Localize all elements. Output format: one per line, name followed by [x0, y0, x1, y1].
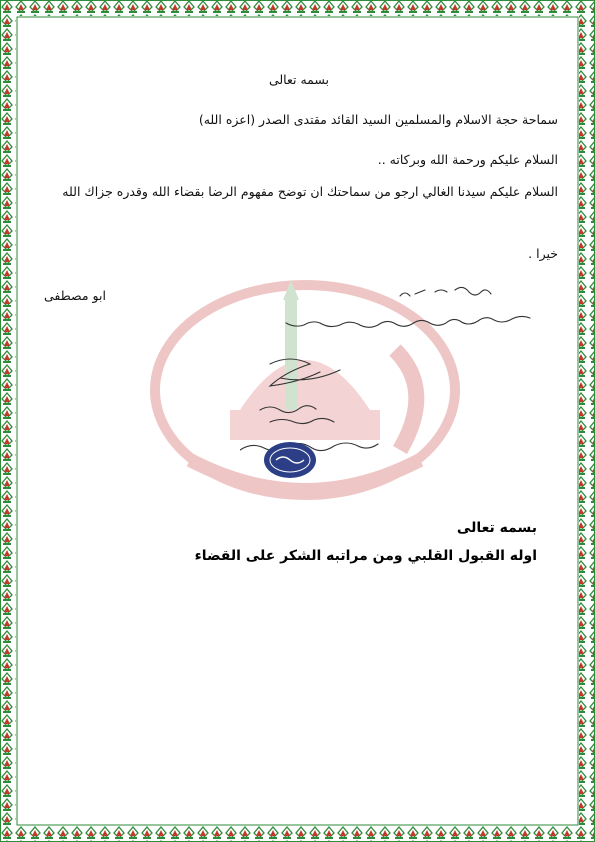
handwritten-reply-and-seal	[240, 282, 540, 482]
letter-salutation: السلام عليكم ورحمة الله وبركاته ..	[377, 152, 558, 167]
letter-sender: ابو مصطفى	[44, 288, 106, 303]
answer-text: اوله القبول القلبي ومن مراتبه الشكر على القضاء	[194, 548, 537, 564]
letter-addressee: سماحة حجة الاسلام والمسلمين السيد القائد مقتدى الصدر (اعزه الله)	[198, 112, 558, 127]
letter-question: السلام عليكم سيدنا الغالي ارجو من سماحتك ان توضح مفهوم الرضا بقضاء الله وقدره جزاك الله	[62, 184, 558, 199]
letter-closing: خيرا .	[528, 246, 558, 261]
letter-greeting: بسمه تعالى	[268, 72, 330, 87]
answer-heading: بسمه تعالى	[456, 520, 537, 536]
